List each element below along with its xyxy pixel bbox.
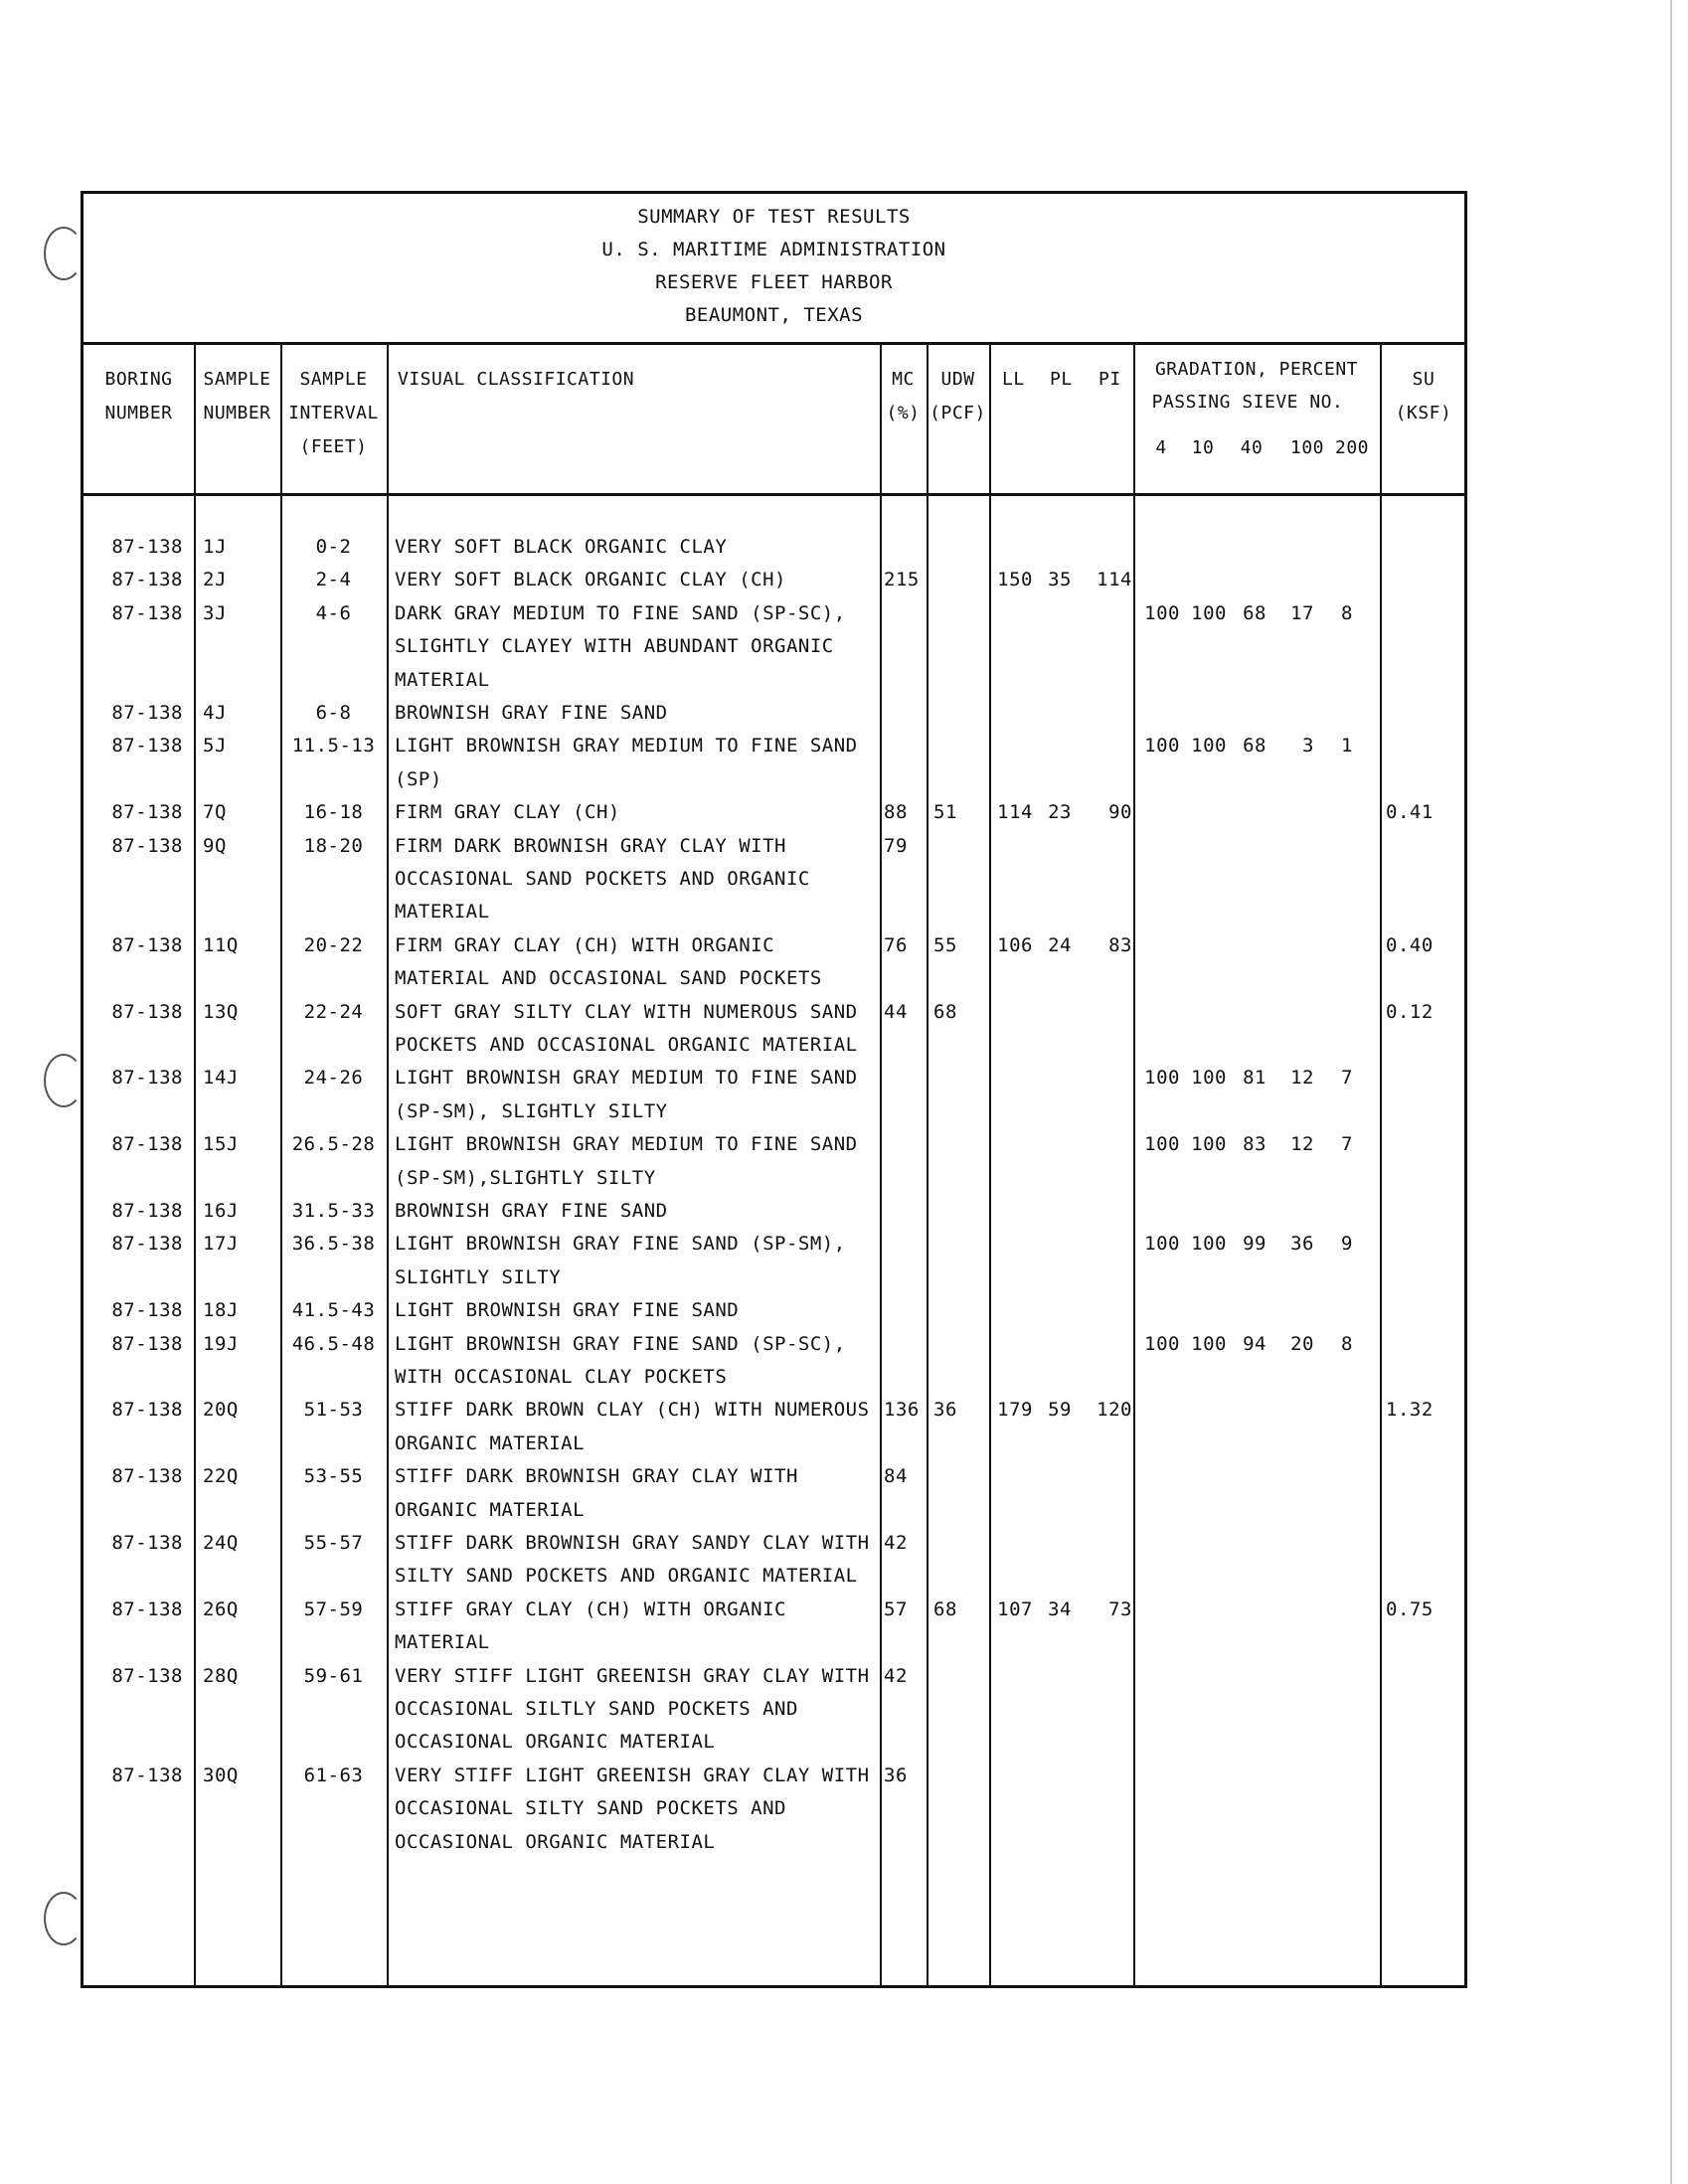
column-divider [194,345,196,1985]
cell-pi: 114 [1097,569,1132,591]
cell-boring: 87-138 [111,933,183,956]
cell-sample: 15J [203,1133,239,1156]
cell-boring: 87-138 [111,569,183,591]
cell-sieve-100: 36 [1290,1233,1314,1256]
header-interval: INTERVAL [288,403,379,423]
cell-mc: 44 [884,1000,908,1023]
page-edge [1670,0,1672,2184]
cell-sample: 19J [203,1332,239,1355]
cell-visual-classification: SLIGHTLY CLAYEY WITH ABUNDANT ORGANIC [395,635,834,658]
cell-sieve-40: 94 [1243,1332,1266,1355]
cell-su: 0.12 [1386,1000,1434,1023]
cell-sieve-200: 1 [1341,735,1353,757]
cell-pl: 24 [1048,933,1072,956]
cell-mc: 79 [884,834,908,857]
header-sample: SAMPLE [203,369,271,390]
cell-visual-classification: SLIGHTLY SILTY [395,1265,562,1288]
cell-boring: 87-138 [111,1597,183,1620]
header-su: (KSF) [1395,403,1452,423]
cell-sieve-10: 100 [1191,1133,1227,1156]
header-ll: LL [1002,369,1025,390]
cell-visual-classification: OCCASIONAL ORGANIC MATERIAL [395,1830,716,1853]
cell-udw: 51 [933,801,957,824]
cell-interval: 61-63 [303,1764,364,1786]
cell-ll: 150 [997,569,1033,591]
cell-pi: 120 [1097,1399,1132,1422]
cell-udw: 55 [933,933,957,956]
header-gradation: GRADATION, PERCENT [1154,359,1359,380]
cell-sample: 11Q [203,933,239,956]
cell-mc: 42 [884,1664,908,1687]
cell-pl: 35 [1048,569,1072,591]
cell-mc: 84 [884,1465,908,1488]
title-block [84,194,1464,345]
header-su: SU [1412,369,1435,390]
cell-sample: 2J [203,569,227,591]
column-divider [927,345,928,1985]
punch-hole-middle [44,1054,84,1107]
cell-su: 1.32 [1386,1399,1434,1422]
cell-udw: 68 [933,1000,957,1023]
header-sieve: 200 [1334,437,1369,458]
cell-interval: 22-24 [303,1000,364,1023]
header-mc: MC [892,369,915,390]
cell-mc: 88 [884,801,908,824]
column-divider [880,345,882,1985]
cell-mc: 136 [884,1399,920,1422]
header-sieve: 40 [1240,437,1264,458]
cell-mc: 57 [884,1597,908,1620]
cell-pl: 23 [1048,801,1072,824]
cell-sample: 13Q [203,1000,239,1023]
cell-su: 0.41 [1386,801,1434,824]
cell-visual-classification: SOFT GRAY SILTY CLAY WITH NUMEROUS SAND [395,1000,858,1023]
cell-su: 0.75 [1386,1597,1434,1620]
cell-sieve-100: 20 [1290,1332,1314,1355]
cell-sample: 9Q [203,834,227,857]
header-visual: VISUAL CLASSIFICATION [398,369,635,390]
cell-interval: 46.5-48 [291,1332,376,1355]
cell-sample: 30Q [203,1764,239,1786]
header-interval: (FEET) [299,436,368,457]
header-rule [84,493,1464,496]
cell-mc: 76 [884,933,908,956]
cell-visual-classification: MATERIAL AND OCCASIONAL SAND POCKETS [395,967,822,990]
cell-visual-classification: (SP-SM),SLIGHTLY SILTY [395,1166,656,1189]
header-boring: BORING [104,369,173,390]
header-sample: NUMBER [203,403,271,423]
cell-visual-classification: ORGANIC MATERIAL [395,1431,586,1454]
cell-visual-classification: LIGHT BROWNISH GRAY FINE SAND (SP-SM), [395,1233,846,1256]
cell-boring: 87-138 [111,1764,183,1786]
cell-visual-classification: STIFF DARK BROWNISH GRAY CLAY WITH [395,1465,798,1488]
cell-visual-classification: OCCASIONAL SILTY SAND POCKETS AND [395,1797,786,1820]
cell-sieve-100: 3 [1302,735,1314,757]
header-mc: (%) [886,403,921,423]
header-sieve: 4 [1155,437,1167,458]
cell-sample: 22Q [203,1465,239,1488]
cell-visual-classification: OCCASIONAL ORGANIC MATERIAL [395,1731,716,1754]
cell-sieve-40: 83 [1243,1133,1266,1156]
cell-sample: 17J [203,1233,239,1256]
cell-boring: 87-138 [111,536,183,558]
cell-boring: 87-138 [111,1133,183,1156]
header-interval: SAMPLE [299,369,368,390]
cell-sieve-4: 100 [1144,601,1180,624]
cell-visual-classification: MATERIAL [395,1631,490,1654]
cell-interval: 36.5-38 [291,1233,376,1256]
header-udw: (PCF) [929,403,986,423]
cell-sample: 24Q [203,1532,239,1554]
title-line: U. S. MARITIME ADMINISTRATION [601,239,946,260]
cell-boring: 87-138 [111,1664,183,1687]
column-divider [1380,345,1382,1985]
cell-interval: 53-55 [303,1465,364,1488]
cell-udw: 68 [933,1597,957,1620]
column-divider [989,345,991,1985]
cell-interval: 16-18 [303,801,364,824]
cell-mc: 42 [884,1532,908,1554]
cell-sieve-10: 100 [1191,735,1227,757]
cell-sieve-4: 100 [1144,735,1180,757]
title-line: RESERVE FLEET HARBOR [655,271,893,293]
cell-sample: 18J [203,1299,239,1322]
cell-visual-classification: FIRM GRAY CLAY (CH) WITH ORGANIC [395,933,775,956]
cell-ll: 114 [997,801,1033,824]
cell-boring: 87-138 [111,1399,183,1422]
title-line: SUMMARY OF TEST RESULTS [637,206,911,228]
cell-boring: 87-138 [111,834,183,857]
cell-pi: 90 [1108,801,1132,824]
cell-visual-classification: MATERIAL [395,668,490,691]
cell-su: 0.40 [1386,933,1434,956]
cell-boring: 87-138 [111,801,183,824]
cell-sample: 20Q [203,1399,239,1422]
cell-udw: 36 [933,1399,957,1422]
cell-mc: 36 [884,1764,908,1786]
punch-hole-top [44,227,84,280]
cell-sieve-100: 12 [1290,1067,1314,1090]
cell-visual-classification: STIFF GRAY CLAY (CH) WITH ORGANIC [395,1597,786,1620]
cell-visual-classification: FIRM GRAY CLAY (CH) [395,801,620,824]
cell-pl: 34 [1048,1597,1072,1620]
header-gradation: PASSING SIEVE NO. [1151,392,1344,413]
cell-interval: 26.5-28 [291,1133,376,1156]
column-divider [387,345,389,1985]
cell-interval: 41.5-43 [291,1299,376,1322]
header-sieve: 10 [1191,437,1215,458]
cell-boring: 87-138 [111,1299,183,1322]
cell-visual-classification: LIGHT BROWNISH GRAY MEDIUM TO FINE SAND [395,1133,858,1156]
cell-sieve-200: 7 [1341,1133,1353,1156]
cell-visual-classification: VERY SOFT BLACK ORGANIC CLAY (CH) [395,569,786,591]
cell-boring: 87-138 [111,702,183,724]
header-sieve: 100 [1289,437,1324,458]
cell-sample: 16J [203,1200,239,1222]
cell-sieve-4: 100 [1144,1067,1180,1090]
cell-visual-classification: BROWNISH GRAY FINE SAND [395,702,668,724]
cell-interval: 0-2 [315,536,352,558]
cell-sample: 1J [203,536,227,558]
cell-ll: 107 [997,1597,1033,1620]
title-line: BEAUMONT, TEXAS [684,304,864,326]
cell-interval: 31.5-33 [291,1200,376,1222]
cell-visual-classification: ORGANIC MATERIAL [395,1498,586,1521]
cell-sample: 28Q [203,1664,239,1687]
cell-visual-classification: OCCASIONAL SAND POCKETS AND ORGANIC [395,868,810,890]
cell-visual-classification: (SP) [395,767,442,790]
cell-visual-classification: LIGHT BROWNISH GRAY MEDIUM TO FINE SAND [395,1067,858,1090]
cell-visual-classification: OCCASIONAL SILTLY SAND POCKETS AND [395,1698,798,1720]
cell-sample: 4J [203,702,227,724]
cell-sieve-200: 7 [1341,1067,1353,1090]
cell-sample: 7Q [203,801,227,824]
cell-visual-classification: MATERIAL [395,901,490,924]
cell-interval: 18-20 [303,834,364,857]
cell-mc: 215 [884,569,920,591]
cell-boring: 87-138 [111,1200,183,1222]
cell-interval: 2-4 [315,569,352,591]
column-divider [1133,345,1135,1985]
cell-sieve-10: 100 [1191,601,1227,624]
cell-visual-classification: SILTY SAND POCKETS AND ORGANIC MATERIAL [395,1565,858,1588]
cell-interval: 55-57 [303,1532,364,1554]
cell-interval: 59-61 [303,1664,364,1687]
cell-ll: 106 [997,933,1033,956]
cell-visual-classification: BROWNISH GRAY FINE SAND [395,1200,668,1222]
cell-visual-classification: LIGHT BROWNISH GRAY MEDIUM TO FINE SAND [395,735,858,757]
header-pl: PL [1050,369,1073,390]
cell-boring: 87-138 [111,1000,183,1023]
cell-sieve-10: 100 [1191,1332,1227,1355]
cell-ll: 179 [997,1399,1033,1422]
header-udw: UDW [940,369,975,390]
cell-sample: 14J [203,1067,239,1090]
cell-sieve-200: 9 [1341,1233,1353,1256]
cell-sieve-100: 12 [1290,1133,1314,1156]
cell-sieve-4: 100 [1144,1233,1180,1256]
cell-interval: 20-22 [303,933,364,956]
summary-table [81,191,1467,1988]
cell-visual-classification: VERY STIFF LIGHT GREENISH GRAY CLAY WITH [395,1664,870,1687]
cell-interval: 4-6 [315,601,352,624]
cell-visual-classification: VERY SOFT BLACK ORGANIC CLAY [395,536,728,558]
cell-interval: 57-59 [303,1597,364,1620]
cell-interval: 51-53 [303,1399,364,1422]
cell-interval: 6-8 [315,702,352,724]
cell-sieve-200: 8 [1341,1332,1353,1355]
cell-boring: 87-138 [111,1067,183,1090]
cell-boring: 87-138 [111,1465,183,1488]
cell-sieve-4: 100 [1144,1133,1180,1156]
cell-visual-classification: LIGHT BROWNISH GRAY FINE SAND (SP-SC), [395,1332,846,1355]
cell-sieve-40: 68 [1243,601,1266,624]
cell-sieve-40: 81 [1243,1067,1266,1090]
cell-interval: 11.5-13 [291,735,376,757]
cell-sample: 3J [203,601,227,624]
cell-pi: 73 [1108,1597,1132,1620]
cell-interval: 24-26 [303,1067,364,1090]
cell-visual-classification: VERY STIFF LIGHT GREENISH GRAY CLAY WITH [395,1764,870,1786]
cell-visual-classification: LIGHT BROWNISH GRAY FINE SAND [395,1299,740,1322]
cell-sample: 5J [203,735,227,757]
cell-boring: 87-138 [111,1332,183,1355]
cell-boring: 87-138 [111,601,183,624]
cell-sieve-4: 100 [1144,1332,1180,1355]
header-boring: NUMBER [104,403,173,423]
cell-visual-classification: WITH OCCASIONAL CLAY POCKETS [395,1366,728,1388]
cell-boring: 87-138 [111,1233,183,1256]
cell-boring: 87-138 [111,1532,183,1554]
cell-sample: 26Q [203,1597,239,1620]
cell-visual-classification: POCKETS AND OCCASIONAL ORGANIC MATERIAL [395,1034,858,1056]
header-pi: PI [1098,369,1121,390]
cell-pl: 59 [1048,1399,1072,1422]
cell-sieve-40: 99 [1243,1233,1266,1256]
cell-visual-classification: DARK GRAY MEDIUM TO FINE SAND (SP-SC), [395,601,846,624]
cell-sieve-10: 100 [1191,1233,1227,1256]
cell-sieve-100: 17 [1290,601,1314,624]
cell-sieve-40: 68 [1243,735,1266,757]
cell-sieve-10: 100 [1191,1067,1227,1090]
cell-sieve-200: 8 [1341,601,1353,624]
cell-visual-classification: STIFF DARK BROWNISH GRAY SANDY CLAY WITH [395,1532,870,1554]
cell-pi: 83 [1108,933,1132,956]
cell-visual-classification: STIFF DARK BROWN CLAY (CH) WITH NUMEROUS [395,1399,870,1422]
cell-visual-classification: (SP-SM), SLIGHTLY SILTY [395,1099,668,1122]
punch-hole-bottom [44,1892,84,1945]
column-divider [280,345,282,1985]
cell-boring: 87-138 [111,735,183,757]
cell-visual-classification: FIRM DARK BROWNISH GRAY CLAY WITH [395,834,786,857]
